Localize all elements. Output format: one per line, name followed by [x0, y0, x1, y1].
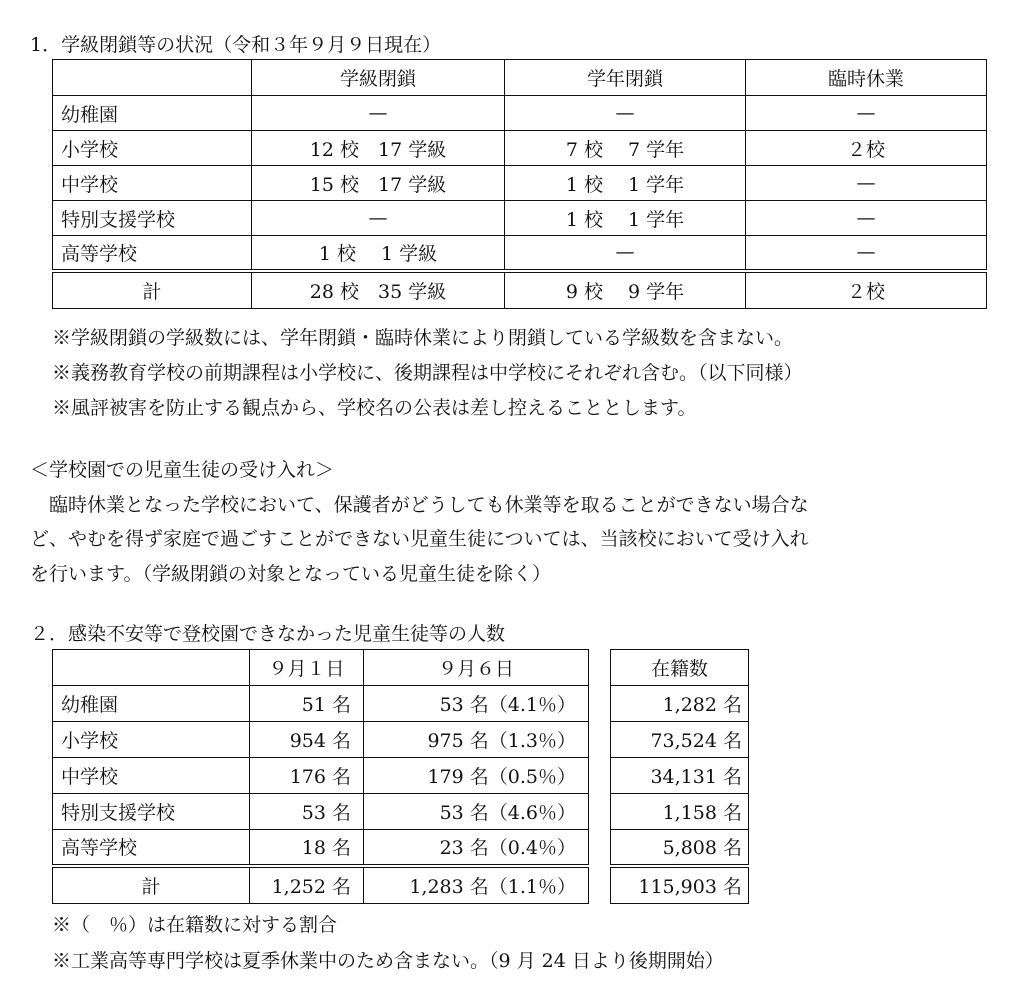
class-closure-value: —	[252, 96, 505, 131]
table-row	[53, 236, 987, 271]
acceptance-heading: ＜学校園での児童生徒の受け入れ＞	[30, 459, 335, 481]
acceptance-line: ど、やむを得ず家庭で過ごすことができない児童生徒については、当該校において受け入れ	[30, 528, 809, 550]
grade-closure-value: 1 校 1 学年	[505, 201, 746, 236]
grade-closure-value: 1 校 1 学年	[505, 166, 746, 201]
temp-closure-value: ２校	[746, 131, 987, 166]
temp-closure-value: —	[746, 96, 987, 131]
table-row	[53, 166, 987, 201]
header-class-closure: 学級閉鎖	[252, 60, 505, 96]
table-row	[53, 96, 987, 131]
table-row	[53, 686, 589, 722]
row-label: 小学校	[53, 722, 250, 758]
enrolled-value: 73,524 名	[611, 722, 749, 758]
row-label: 特別支援学校	[53, 794, 250, 830]
total-label: 計	[53, 866, 250, 904]
enrollment-table	[610, 649, 749, 904]
total-class-closure: 28 校 35 学級	[252, 271, 505, 309]
section1-note: ※風評被害を防止する観点から、学校名の公表は差し控えることとします。	[52, 397, 697, 419]
table-row	[53, 794, 589, 830]
class-closure-value: 12 校 17 学級	[252, 131, 505, 166]
sep6-value: 23 名（0.4％）	[364, 830, 589, 866]
row-label: 特別支援学校	[53, 201, 252, 236]
sep6-value: 53 名（4.6％）	[364, 794, 589, 830]
sep1-value: 954 名	[250, 722, 364, 758]
row-label: 中学校	[53, 758, 250, 794]
absence-table	[52, 649, 589, 904]
row-label: 幼稚園	[53, 686, 250, 722]
header-blank	[53, 650, 250, 686]
table-row	[53, 722, 589, 758]
table-row	[53, 758, 589, 794]
section2-note: ※工業高等専門学校は夏季休業中のため含まない。（9 月 24 日より後期開始）	[52, 950, 724, 972]
sep6-value: 975 名（1.3％）	[364, 722, 589, 758]
class-closure-table	[52, 59, 987, 309]
class-closure-value: 15 校 17 学級	[252, 166, 505, 201]
sep6-value: 53 名（4.1％）	[364, 686, 589, 722]
sep1-value: 18 名	[250, 830, 364, 866]
header-sep6: ９月６日	[364, 650, 589, 686]
enrolled-value: 34,131 名	[611, 758, 749, 794]
sep1-value: 51 名	[250, 686, 364, 722]
grade-closure-value: —	[505, 236, 746, 271]
acceptance-line: を行います。（学級閉鎖の対象となっている児童生徒を除く）	[30, 563, 551, 585]
header-blank	[53, 60, 252, 96]
grade-closure-value: 7 校 7 学年	[505, 131, 746, 166]
enrolled-value: 1,282 名	[611, 686, 749, 722]
header-temp-closure: 臨時休業	[746, 60, 987, 96]
enrolled-value: 1,158 名	[611, 794, 749, 830]
section1-note: ※義務教育学校の前期課程は小学校に、後期課程は中学校にそれぞれ含む。（以下同様）	[52, 362, 803, 384]
total-label: 計	[53, 271, 252, 309]
section1-note: ※学級閉鎖の学級数には、学年閉鎖・臨時休業により閉鎖している学級数を含まない。	[52, 327, 794, 349]
sep1-value: 176 名	[250, 758, 364, 794]
row-label: 中学校	[53, 166, 252, 201]
table-row	[53, 201, 987, 236]
sep6-value: 179 名（0.5％）	[364, 758, 589, 794]
table-row	[53, 830, 589, 866]
row-label: 高等学校	[53, 236, 252, 271]
total-grade-closure: 9 校 9 学年	[505, 271, 746, 309]
total-row	[53, 866, 589, 904]
total-enrolled: 115,903 名	[611, 866, 749, 904]
header-grade-closure: 学年閉鎖	[505, 60, 746, 96]
row-label: 高等学校	[53, 830, 250, 866]
enrolled-value: 5,808 名	[611, 830, 749, 866]
class-closure-value: 1 校 1 学級	[252, 236, 505, 271]
grade-closure-value: —	[505, 96, 746, 131]
section2-note: ※（ ％）は在籍数に対する割合	[52, 914, 338, 936]
table-row	[53, 131, 987, 166]
section2-heading: ２．感染不安等で登校園できなかった児童生徒等の人数	[30, 623, 506, 645]
acceptance-line: 臨時休業となった学校において、保護者がどうしても休業等を取ることができない場合な	[30, 494, 809, 516]
row-label: 幼稚園	[53, 96, 252, 131]
temp-closure-value: —	[746, 236, 987, 271]
sep1-value: 53 名	[250, 794, 364, 830]
total-sep1: 1,252 名	[250, 866, 364, 904]
total-sep6: 1,283 名（1.1％）	[364, 866, 589, 904]
header-enrollment: 在籍数	[611, 650, 749, 686]
section1-heading: 1．学級閉鎖等の状況（令和３年９月９日現在）	[30, 34, 442, 56]
total-temp-closure: ２校	[746, 271, 987, 309]
temp-closure-value: —	[746, 166, 987, 201]
class-closure-value: —	[252, 201, 505, 236]
row-label: 小学校	[53, 131, 252, 166]
header-sep1: ９月１日	[250, 650, 364, 686]
total-row	[53, 271, 987, 309]
temp-closure-value: —	[746, 201, 987, 236]
